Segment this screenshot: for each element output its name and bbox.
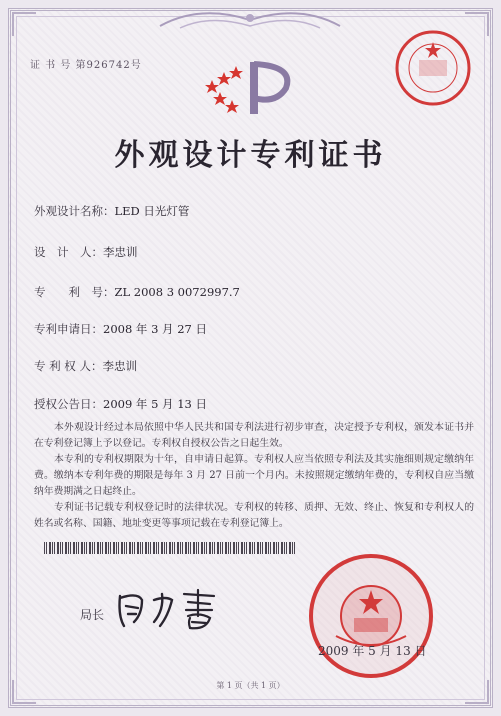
director-label: 局长	[80, 608, 105, 622]
director-signature	[114, 586, 224, 634]
page-number: 第 1 页（共 1 页）	[216, 681, 285, 690]
official-seal	[296, 550, 446, 680]
seal-date: 2009 年 5 月 13 日	[318, 644, 427, 658]
field-design-name: 外观设计名称：LED 日光灯管	[34, 204, 190, 218]
certificate-number: 证 书 号 第926742号	[30, 60, 142, 71]
top-ornament	[150, 6, 350, 34]
field-application-date: 专利申请日：2008 年 3 月 27 日	[34, 322, 207, 336]
patent-office-logo	[204, 58, 304, 116]
field-designer: 设 计 人：李忠训	[34, 245, 138, 259]
field-patent-number: 专 利 号：ZL 2008 3 0072997.7	[34, 285, 240, 299]
field-grant-date: 授权公告日：2009 年 5 月 13 日	[34, 397, 207, 411]
organization-seal	[393, 28, 473, 108]
certificate-title: 外观设计专利证书	[114, 138, 387, 173]
corner-ornament	[12, 12, 36, 36]
body-paragraph-3: 专利证书记载专利权登记时的法律状况。专利权的转移、质押、无效、终止、恢复和专利权人的姓名或名称、国籍、地址变更等事项记载在专利登记簿上。	[34, 502, 474, 529]
barcode	[44, 542, 296, 554]
body-paragraph-2: 本专利的专利权期限为十年，自申请日起算。专利权人应当依照专利法及其实施细则规定缴纳年费。缴纳本专利年费的期限是每年 3 月 27 日前一个月内。未按照规定缴纳年费的，专利权自应当缴纳年费期满之日起终止。	[34, 454, 474, 497]
body-paragraph-1: 本外观设计经过本局依照中华人民共和国专利法进行初步审查，决定授予专利权，颁发本证书并在专利登记簿上予以登记。专利权自授权公告之日起生效。	[34, 422, 474, 449]
field-patentee: 专 利 权 人：李忠训	[34, 359, 137, 373]
